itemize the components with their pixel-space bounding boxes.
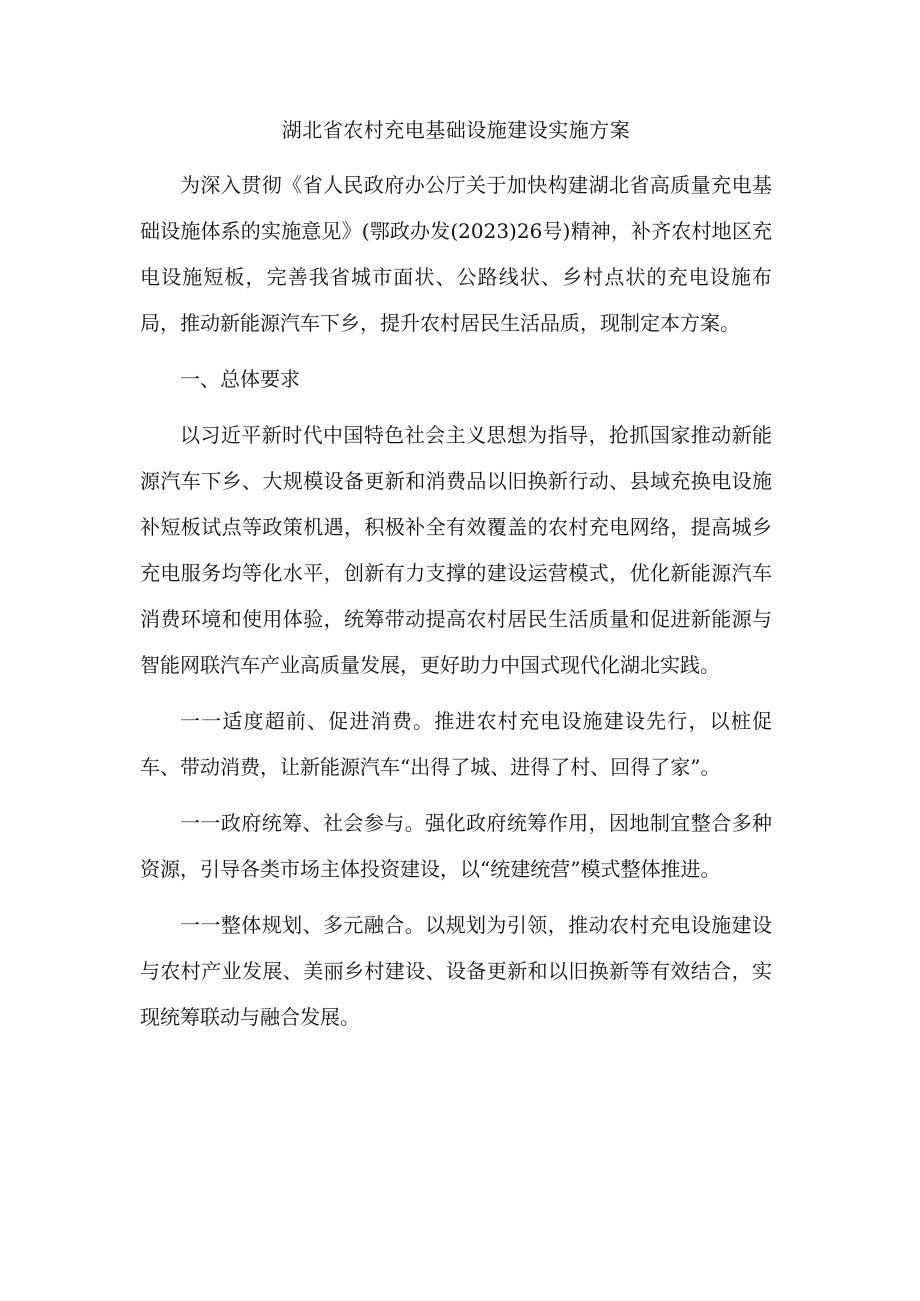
principle-paragraph-2: 一一政府统筹、社会参与。强化政府统筹作用，因地制宜整合多种资源，引导各类市场主体投资建设，以“统建统营”模式整体推进。 — [140, 811, 772, 881]
intro-paragraph: 为深入贯彻《省人民政府办公厅关于加快构建湖北省高质量充电基础设施体系的实施意见》(鄂政办发(2023)26号)精神，补齐农村地区充电设施短板，完善我省城市面状、公路线状、乡村点状的充电设施布局，推动新能源汽车下乡，提升农村居民生活品质，现制定本方案。 — [140, 173, 772, 335]
document-title: 湖北省农村充电基础设施建设实施方案 — [281, 118, 631, 142]
section-heading-general-requirements: 一、总体要求 — [180, 367, 300, 391]
principle-paragraph-1: 一一适度超前、促进消费。推进农村充电设施建设先行，以桩促车、带动消费，让新能源汽车“出得了城、进得了村、回得了家”。 — [140, 709, 772, 779]
principle-paragraph-3: 一一整体规划、多元融合。以规划为引领，推动农村充电设施建设与农村产业发展、美丽乡村建设、设备更新和以旧换新等有效结合，实现统筹联动与融合发展。 — [140, 913, 772, 1029]
section-body-paragraph: 以习近平新时代中国特色社会主义思想为指导，抢抓国家推动新能源汽车下乡、大规模设备更新和消费品以旧换新行动、县域充换电设施补短板试点等政策机遇，积极补全有效覆盖的农村充电网络，提高城乡充电服务均等化水平，创新有力支撑的建设运营模式，优化新能源汽车消费环境和使用体验，统筹带动提高农村居民生活质量和促进新能源与智能网联汽车产业高质量发展，更好助力中国式现代化湖北实践。 — [140, 423, 772, 677]
